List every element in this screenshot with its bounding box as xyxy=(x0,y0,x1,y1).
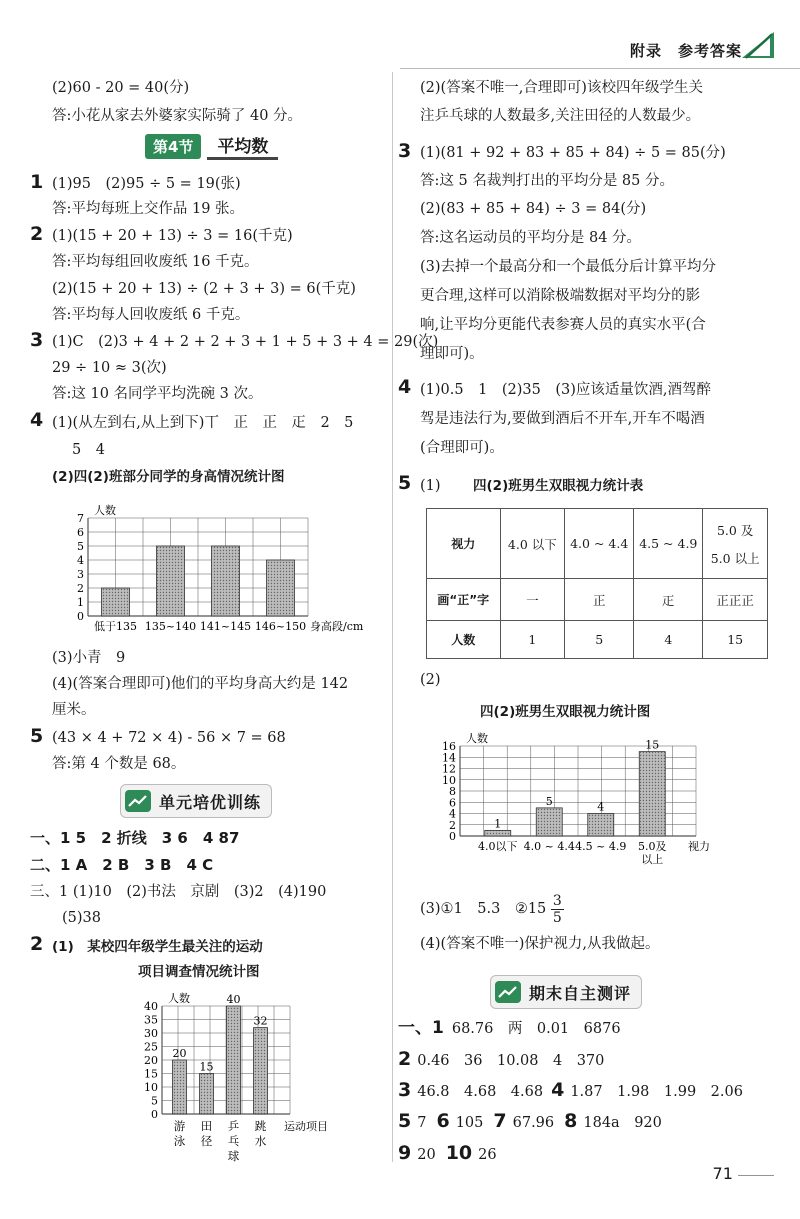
answer-text: 184a 920 xyxy=(583,1115,662,1131)
ruler-triangle-icon xyxy=(740,30,776,60)
answer-text: 1.87 1.98 1.99 2.06 xyxy=(570,1084,743,1100)
text-line: 29 ÷ 10 ≈ 3(次) xyxy=(52,360,167,376)
table-row-label: 视力 xyxy=(427,509,501,579)
y-tick-label: 20 xyxy=(144,1054,158,1067)
table-cell: 4.0 ~ 4.4 xyxy=(565,509,634,579)
x-tick-label: 135~140 xyxy=(144,620,197,633)
y-tick-label: 5 xyxy=(151,1094,158,1108)
text-line: 一、1 5 2 折线 3 6 4 87 xyxy=(30,829,240,847)
x-tick-label: 跳 xyxy=(254,1119,267,1133)
bar xyxy=(173,1060,187,1114)
x-tick-label: 径 xyxy=(200,1134,213,1148)
table-cell: 𤴓 xyxy=(634,579,703,621)
x-tick-label: 泳 xyxy=(173,1134,186,1148)
table-cell-line: 5.0 以上 xyxy=(710,550,760,566)
text-line: (1)(从左到右,从上到下)丅 正 正 𤴓 2 5 xyxy=(52,415,354,431)
y-tick-label: 3 xyxy=(77,568,84,581)
text-line: 注乒乓球的人数最多,关注田径的人数最少。 xyxy=(420,108,701,124)
text-line: (1)0.5 1 (2)35 (3)应该适量饮酒,酒驾醉 xyxy=(420,382,711,398)
data-label: 4 xyxy=(597,800,605,814)
bar xyxy=(588,814,614,837)
question-number: 10 xyxy=(445,1142,473,1164)
text-line: (43 × 4 + 72 × 4) - 56 × 7 = 68 xyxy=(52,730,286,746)
bar xyxy=(485,830,511,836)
question-number: 7 xyxy=(493,1110,507,1132)
y-tick-label: 1 xyxy=(77,596,84,609)
unit-name: 单元培优训练 xyxy=(159,792,262,812)
table-cell: 正正正 xyxy=(703,579,768,621)
column-divider xyxy=(392,72,393,1162)
table-cell: 4 xyxy=(634,621,703,659)
text-line: 厘米。 xyxy=(52,702,96,718)
chart-title: (1) 某校四年级学生最关注的运动 xyxy=(52,939,263,955)
text-line: (2)60 - 20 = 40(分) xyxy=(52,80,190,96)
bar xyxy=(212,546,240,616)
question-number: 6 xyxy=(436,1110,450,1132)
text-line: 更合理,这样可以消除极端数据对平均分的影 xyxy=(420,288,701,304)
y-tick-label: 16 xyxy=(442,740,456,753)
page-deco: ――― xyxy=(738,1168,774,1182)
y-tick-label: 6 xyxy=(77,526,84,539)
y-tick-label: 30 xyxy=(144,1027,158,1040)
y-tick-label: 4 xyxy=(449,807,456,821)
question-number: 4 xyxy=(398,376,412,398)
y-axis-label: 人数 xyxy=(94,504,116,517)
chart-title: (2)四(2)班部分同学的身高情况统计图 xyxy=(52,469,285,485)
table-cell: 4.5 ~ 4.9 xyxy=(634,509,703,579)
text-line: (3)去掉一个最高分和一个最低分后计算平均分 xyxy=(420,259,717,275)
fraction xyxy=(551,893,564,926)
y-axis-label: 人数 xyxy=(466,732,488,745)
question-number: 5 xyxy=(398,1110,412,1132)
text-line: 答:这 10 名同学平均洗碗 3 次。 xyxy=(52,386,263,402)
fraction-denominator: 5 xyxy=(552,909,562,926)
text-line: (1)C (2)3 + 4 + 2 + 2 + 3 + 1 + 5 + 3 + 4 = 29(次) xyxy=(52,334,439,350)
question-number: 2 xyxy=(30,933,44,955)
bar xyxy=(227,1006,241,1114)
table-cell xyxy=(703,509,768,579)
question-number: 2 xyxy=(30,223,44,245)
section-tag: 第4节 xyxy=(145,134,201,159)
bar xyxy=(639,752,665,836)
y-tick-label: 6 xyxy=(449,796,456,810)
y-tick-label: 10 xyxy=(442,773,456,787)
y-tick-label: 5 xyxy=(77,540,84,553)
bar xyxy=(200,1074,214,1115)
trend-icon xyxy=(495,981,521,1003)
bar xyxy=(254,1028,268,1114)
sport-bar-chart xyxy=(104,986,384,1166)
question-number: 3 xyxy=(398,1079,412,1101)
question-number: 3 xyxy=(398,140,412,162)
x-tick-label: 4.5 ~ 4.9 xyxy=(575,840,627,853)
header-title: 附录 参考答案 xyxy=(629,42,742,60)
text-line: (4)(答案合理即可)他们的平均身高大约是 142 xyxy=(52,676,349,692)
x-tick-label: 乒 xyxy=(227,1119,240,1133)
y-tick-label: 35 xyxy=(144,1013,158,1027)
text-line: (5)38 xyxy=(62,910,101,926)
text-line: 响,让平均分更能代表参赛人员的真实水平(合 xyxy=(420,317,706,333)
text-line: 答:小花从家去外婆家实际骑了 40 分。 xyxy=(52,108,303,124)
height-bar-chart xyxy=(48,492,388,642)
answer-text: 105 xyxy=(455,1115,484,1131)
section-heading xyxy=(145,132,278,160)
x-tick-label: 水 xyxy=(254,1134,267,1148)
chart-title: 四(2)班男生双眼视力统计图 xyxy=(480,704,651,720)
data-label: 15 xyxy=(199,1060,214,1074)
text-line: (2)(答案不唯一,合理即可)该校四年级学生关 xyxy=(420,80,703,96)
vision-bar-chart xyxy=(420,730,750,878)
answer-text: 67.96 xyxy=(512,1115,555,1131)
answer-text: 68.76 两 0.01 6876 xyxy=(451,1021,621,1037)
data-label: 5 xyxy=(545,794,553,808)
question-number: 4 xyxy=(30,409,44,431)
text-line: 理即可)。 xyxy=(420,346,484,362)
table-cell: 一 xyxy=(500,579,565,621)
text-line: 答:平均每班上交作品 19 张。 xyxy=(52,201,245,217)
y-tick-label: 10 xyxy=(144,1081,158,1094)
question-number: 9 xyxy=(398,1142,412,1164)
answer-text: 0.46 36 10.08 4 370 xyxy=(417,1053,605,1069)
y-tick-label: 2 xyxy=(77,582,84,595)
x-axis-label: 身高段/cm xyxy=(310,620,364,633)
y-tick-label: 0 xyxy=(151,1108,158,1121)
x-tick-label: 141~145 xyxy=(199,620,252,633)
text-line xyxy=(420,892,564,926)
text-line: (2)(83 + 85 + 84) ÷ 3 = 84(分) xyxy=(420,201,647,217)
x-tick-label: 4.0 ~ 4.4 xyxy=(523,840,575,853)
text-line: 驾是违法行为,要做到酒后不开车,开车不喝酒 xyxy=(420,411,705,427)
x-axis-label: 视力 xyxy=(688,840,710,853)
y-tick-label: 0 xyxy=(449,830,456,843)
text-line: 5 4 xyxy=(72,442,105,458)
x-tick-label: 以上 xyxy=(641,853,664,866)
answer-text: (3)①1 5.3 ②15 xyxy=(420,901,547,917)
table-cell: 正 xyxy=(565,579,634,621)
unit-name: 期末自主测评 xyxy=(529,983,632,1003)
data-label: 1 xyxy=(494,817,502,831)
table-cell: 5 xyxy=(565,621,634,659)
answer-text: 26 xyxy=(478,1147,497,1163)
data-label: 15 xyxy=(645,738,660,752)
text-line: (1) xyxy=(420,478,441,494)
answer-text: 20 xyxy=(417,1147,436,1163)
text-line: 答:平均每人回收废纸 6 千克。 xyxy=(52,307,250,323)
text-line: 三、1 (1)10 (2)书法 京剧 (3)2 (4)190 xyxy=(30,884,327,900)
text-line: (1)(81 + 92 + 83 + 85 + 84) ÷ 5 = 85(分) xyxy=(420,145,726,161)
vision-table xyxy=(426,508,768,659)
table-cell: 15 xyxy=(703,621,768,659)
x-axis-label: 运动项目 xyxy=(284,1120,328,1133)
text-line: 答:这名运动员的平均分是 84 分。 xyxy=(420,230,642,246)
question-number: 8 xyxy=(564,1110,578,1132)
x-tick-label: 低于135 xyxy=(94,620,137,633)
table-title: 四(2)班男生双眼视力统计表 xyxy=(473,478,644,494)
text-line: (3)小青 9 xyxy=(52,650,126,666)
y-tick-label: 8 xyxy=(449,785,456,798)
chart-title: 项目调查情况统计图 xyxy=(138,964,260,980)
trend-icon xyxy=(125,790,151,812)
question-number: 4 xyxy=(551,1079,565,1101)
y-tick-label: 15 xyxy=(144,1067,158,1081)
unit-training-heading xyxy=(120,784,272,818)
question-number: 1 xyxy=(30,171,44,193)
x-tick-label: 4.0以下 xyxy=(478,840,518,853)
page-number xyxy=(713,1164,774,1183)
x-tick-label: 田 xyxy=(200,1119,213,1133)
question-number: 3 xyxy=(30,329,44,351)
answer-text: 7 xyxy=(417,1115,427,1131)
question-number: 5 xyxy=(398,472,412,494)
table-row-label: 人数 xyxy=(427,621,501,659)
x-tick-label: 146~150 xyxy=(254,620,307,633)
text-line: (合理即可)。 xyxy=(420,440,504,456)
text-line: 答:这 5 名裁判打出的平均分是 85 分。 xyxy=(420,173,674,189)
answer-text: 46.8 4.68 4.68 xyxy=(417,1084,544,1100)
x-tick-label: 游 xyxy=(173,1119,186,1133)
text-line: 答:第 4 个数是 68。 xyxy=(52,756,186,772)
text-line: 答:平均每组回收废纸 16 千克。 xyxy=(52,254,259,270)
bar xyxy=(102,588,130,616)
fraction-numerator: 3 xyxy=(552,892,562,909)
data-label: 20 xyxy=(172,1047,187,1060)
data-label: 32 xyxy=(253,1014,268,1028)
y-tick-label: 40 xyxy=(144,1000,158,1013)
table-row-label: 画“正”字 xyxy=(427,579,501,621)
question-number: 2 xyxy=(398,1048,412,1070)
y-tick-label: 25 xyxy=(144,1040,158,1054)
text-line: (1)95 (2)95 ÷ 5 = 19(张) xyxy=(52,176,241,192)
x-tick-label: 乓 xyxy=(227,1134,240,1148)
bar xyxy=(536,808,562,836)
y-tick-label: 14 xyxy=(442,751,456,765)
question-number: 一、1 xyxy=(398,1018,444,1038)
question-number: 5 xyxy=(30,725,44,747)
table-cell-line: 5.0 及 xyxy=(716,522,754,538)
page-number-text: 71 xyxy=(712,1164,733,1183)
final-test-heading xyxy=(490,975,642,1009)
table-cell: 4.0 以下 xyxy=(500,509,565,579)
x-tick-label: 5.0及 xyxy=(638,840,667,853)
x-tick-label: 球 xyxy=(227,1149,240,1163)
y-tick-label: 12 xyxy=(442,762,456,776)
y-tick-label: 7 xyxy=(77,512,84,525)
y-tick-label: 4 xyxy=(77,554,84,567)
bar xyxy=(157,546,185,616)
y-tick-label: 0 xyxy=(77,610,84,623)
section-name: 平均数 xyxy=(207,132,278,160)
page-header xyxy=(0,0,800,70)
text-line: (2)(15 + 20 + 13) ÷ (2 + 3 + 3) = 6(千克) xyxy=(52,281,356,297)
y-tick-label: 2 xyxy=(449,818,456,832)
text-line: (4)(答案不唯一)保护视力,从我做起。 xyxy=(420,936,660,952)
header-rule xyxy=(400,68,800,69)
text-line: 二、1 A 2 B 3 B 4 C xyxy=(30,856,214,874)
bar xyxy=(267,560,295,616)
data-label: 40 xyxy=(226,993,241,1006)
text-line: (2) xyxy=(420,672,441,688)
y-axis-label: 人数 xyxy=(168,992,190,1005)
text-line: (1)(15 + 20 + 13) ÷ 3 = 16(千克) xyxy=(52,228,293,244)
table-cell: 1 xyxy=(500,621,565,659)
